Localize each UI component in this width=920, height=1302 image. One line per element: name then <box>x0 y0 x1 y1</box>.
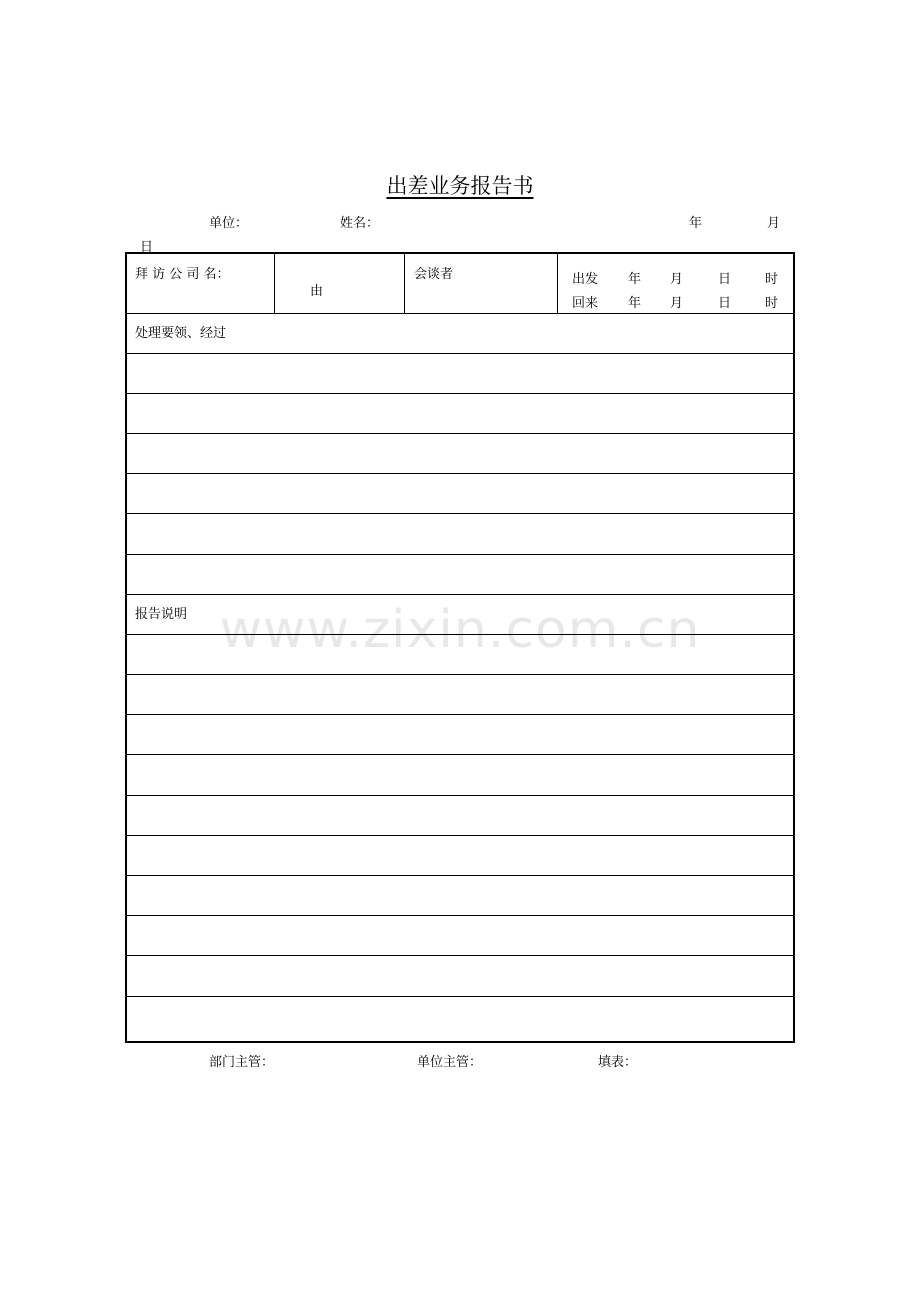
row-line <box>127 955 793 956</box>
header-month-label: 月 <box>767 216 781 231</box>
row-line <box>127 513 793 514</box>
return-hour-label: 时 <box>765 296 779 311</box>
return-year-label: 年 <box>628 296 642 311</box>
header-day-label: 日 <box>140 240 154 255</box>
interviewee-label: 会谈者 <box>414 267 454 282</box>
row-line <box>127 714 793 715</box>
return-month-label: 月 <box>670 296 684 311</box>
process-section-label: 处理要领、经过 <box>135 326 227 341</box>
reason-label: 由 <box>310 284 324 299</box>
visited-company-label: 拜 访 公 司 名： <box>135 267 230 282</box>
page-title: 出差业务报告书 <box>386 174 534 198</box>
row-line <box>127 313 793 314</box>
row-line <box>127 433 793 434</box>
return-label: 回来 <box>572 296 599 311</box>
row-line <box>127 554 793 555</box>
column-divider <box>274 254 275 314</box>
row-line <box>127 393 793 394</box>
column-divider <box>404 254 405 314</box>
dept-head-label: 部门主管： <box>209 1055 275 1070</box>
row-line <box>127 594 793 595</box>
watermark: www.zixin.com.cn <box>219 600 701 660</box>
header-year-label: 年 <box>689 216 703 231</box>
depart-hour-label: 时 <box>765 272 779 287</box>
return-day-label: 日 <box>718 296 732 311</box>
unit-head-label: 单位主管： <box>417 1055 483 1070</box>
unit-label: 单位： <box>209 216 249 231</box>
name-label: 姓名： <box>340 216 380 231</box>
row-line <box>127 795 793 796</box>
report-section-label: 报告说明 <box>135 607 188 622</box>
depart-day-label: 日 <box>718 272 732 287</box>
row-line <box>127 674 793 675</box>
depart-year-label: 年 <box>628 272 642 287</box>
depart-label: 出发 <box>572 272 599 287</box>
column-divider <box>557 254 558 314</box>
row-line <box>127 754 793 755</box>
filler-label: 填表： <box>598 1055 638 1070</box>
row-line <box>127 353 793 354</box>
row-line <box>127 875 793 876</box>
depart-month-label: 月 <box>670 272 684 287</box>
row-line <box>127 996 793 997</box>
row-line <box>127 915 793 916</box>
row-line <box>127 473 793 474</box>
row-line <box>127 835 793 836</box>
